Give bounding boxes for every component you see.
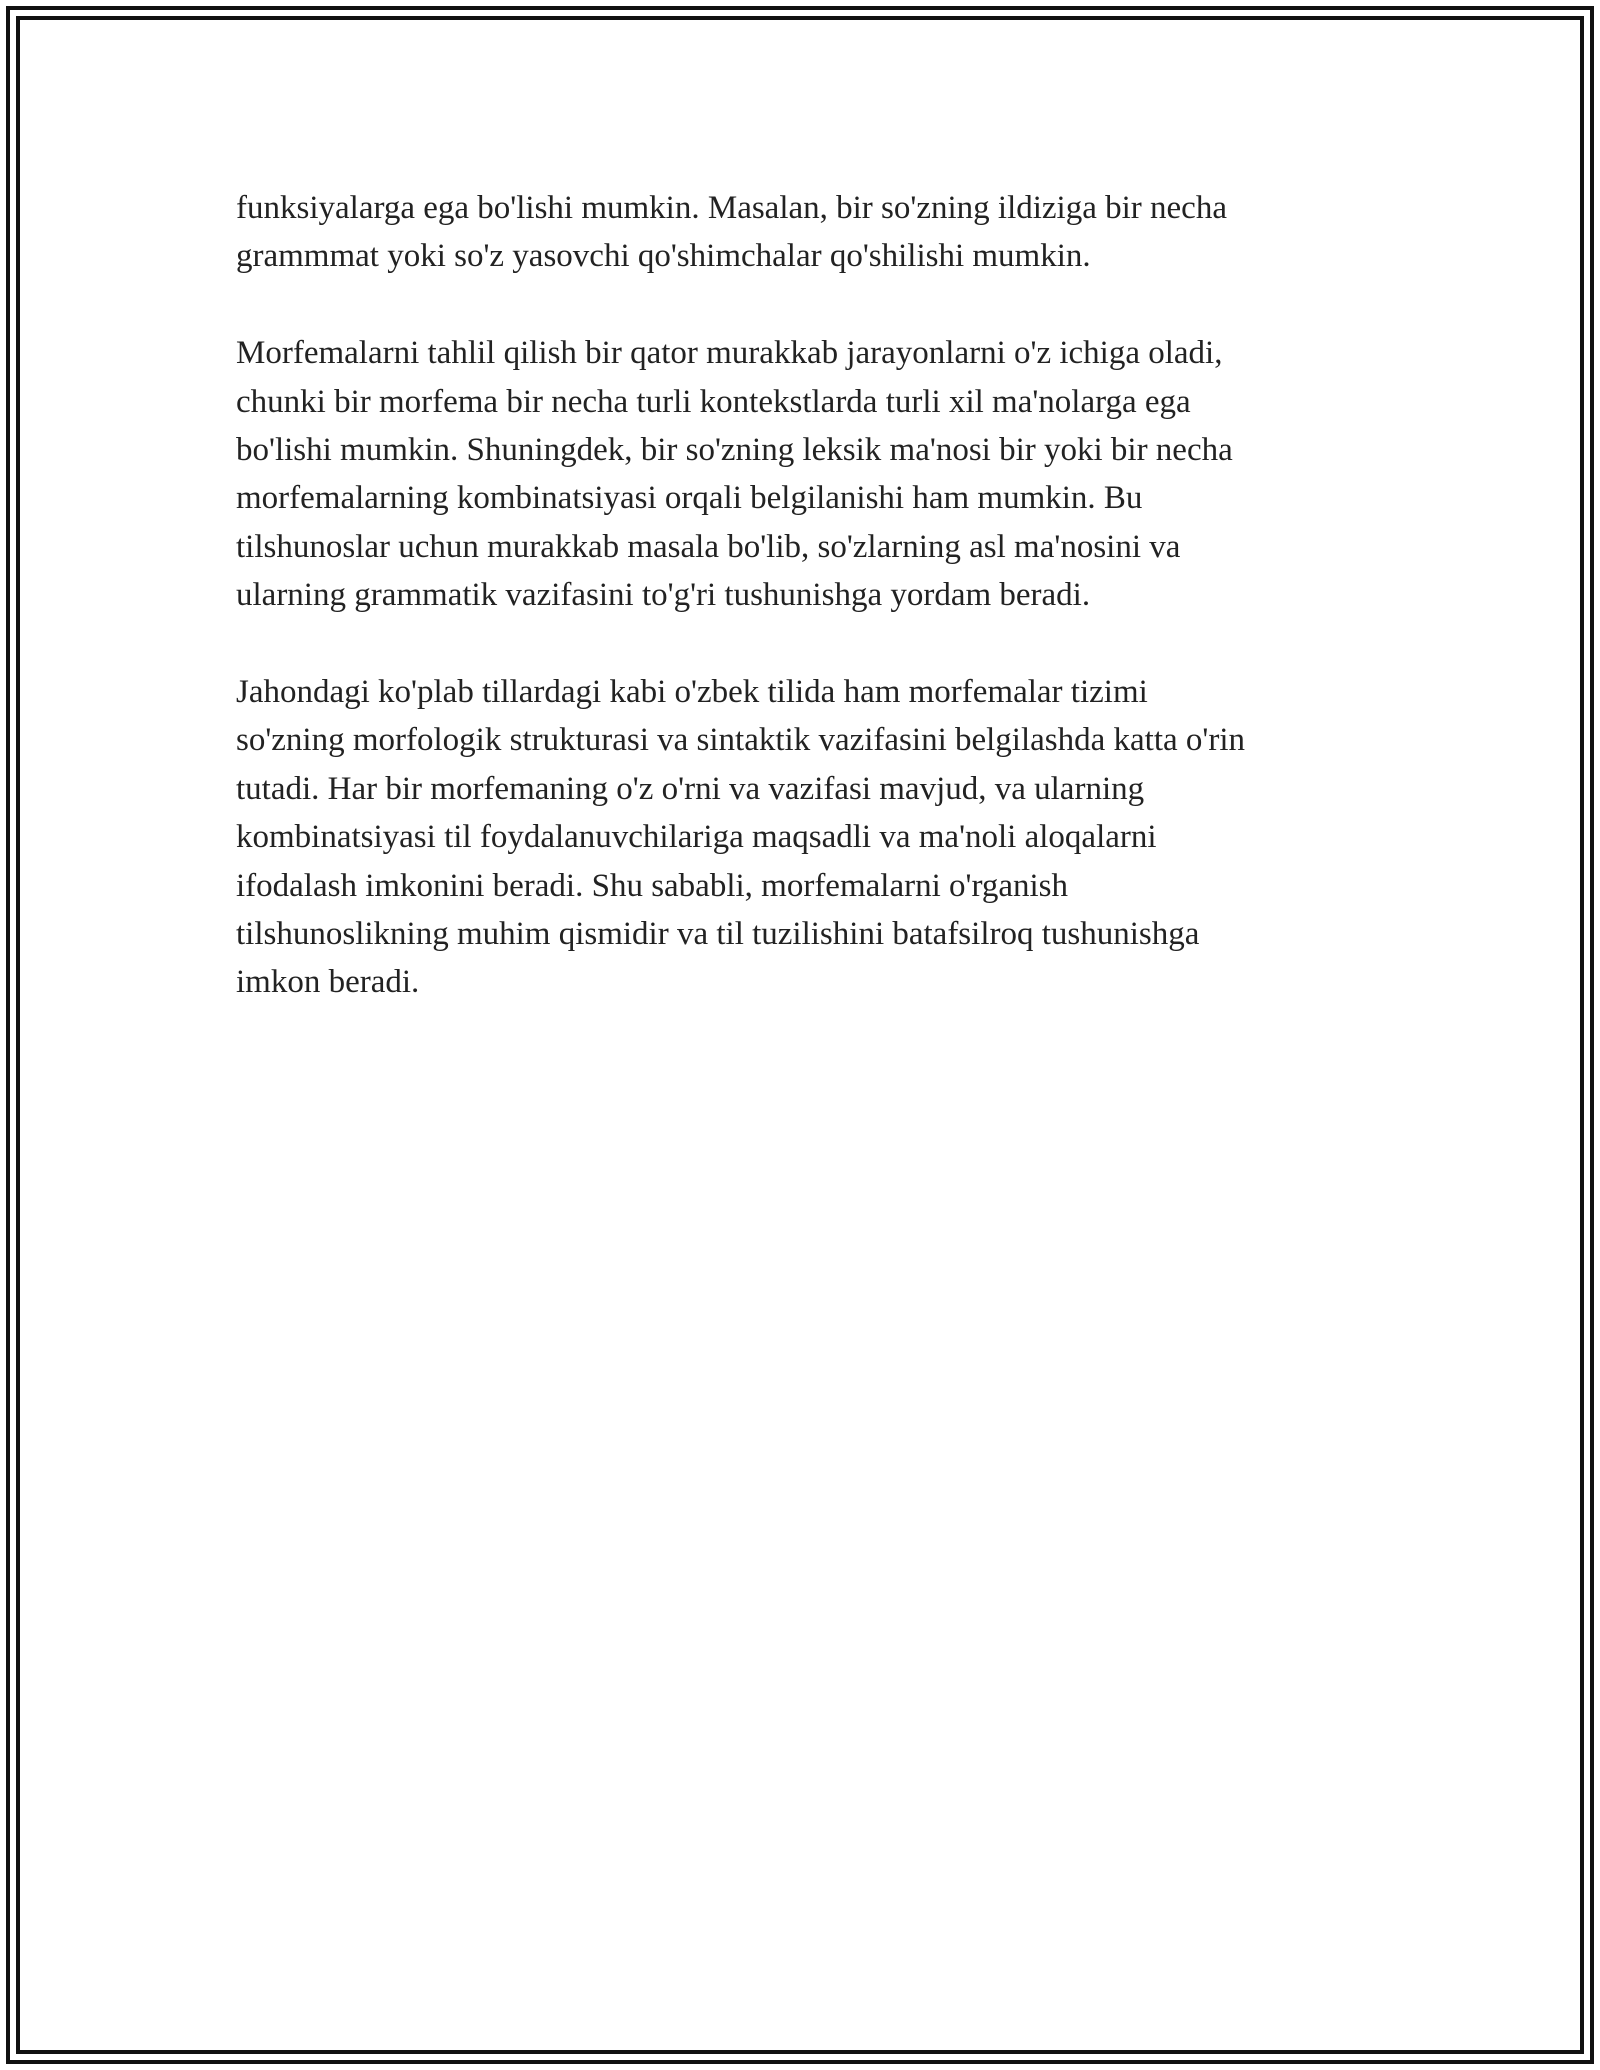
paragraph-2	[236, 329, 1376, 619]
text-line: chunki bir morfema bir necha turli kontekstlarda turli xil ma'nolarga ega	[236, 383, 1191, 420]
paragraph-3	[236, 668, 1376, 1007]
text-line: bo'lishi mumkin. Shuningdek, bir so'zning leksik ma'nosi bir yoki bir necha	[236, 432, 1233, 469]
text-line: grammmat yoki so'z yasovchi qo'shimchalar qo'shilishi mumkin.	[236, 238, 1091, 275]
text-line: ifodalash imkonini beradi. Shu sababli, morfemalarni o'rganish	[236, 867, 1068, 904]
text-line: so'zning morfologik strukturasi va sintaktik vazifasini belgilashda katta o'rin	[236, 722, 1246, 759]
text-line: tutadi. Har bir morfemaning o'z o'rni va vazifasi mavjud, va ularning	[236, 770, 1145, 807]
text-line: funksiyalarga ega bo'lishi mumkin. Masalan, bir so'zning ildiziga bir necha	[236, 190, 1227, 226]
text-line: Morfemalarni tahlil qilish bir qator murakkab jarayonlarni o'z ichiga oladi,	[236, 335, 1223, 372]
document-body	[236, 184, 1376, 1055]
text-line: morfemalarning kombinatsiyasi orqali belgilanishi ham mumkin. Bu	[236, 480, 1143, 517]
text-line: ularning grammatik vazifasini to'g'ri tushunishga yordam beradi.	[236, 577, 1091, 614]
text-line: tilshunoslar uchun murakkab masala bo'lib, so'zlarning asl ma'nosini va	[236, 528, 1181, 565]
paragraph-1	[236, 184, 1376, 281]
text-line: tilshunoslikning muhim qismidir va til tuzilishini batafsilroq tushunishga	[236, 916, 1200, 953]
text-line: kombinatsiyasi til foydalanuvchilariga maqsadli va ma'noli aloqalarni	[236, 819, 1157, 856]
text-line: Jahondagi ko'plab tillardagi kabi o'zbek tilida ham morfemalar tizimi	[236, 674, 1148, 711]
text-line: imkon beradi.	[236, 964, 420, 1001]
